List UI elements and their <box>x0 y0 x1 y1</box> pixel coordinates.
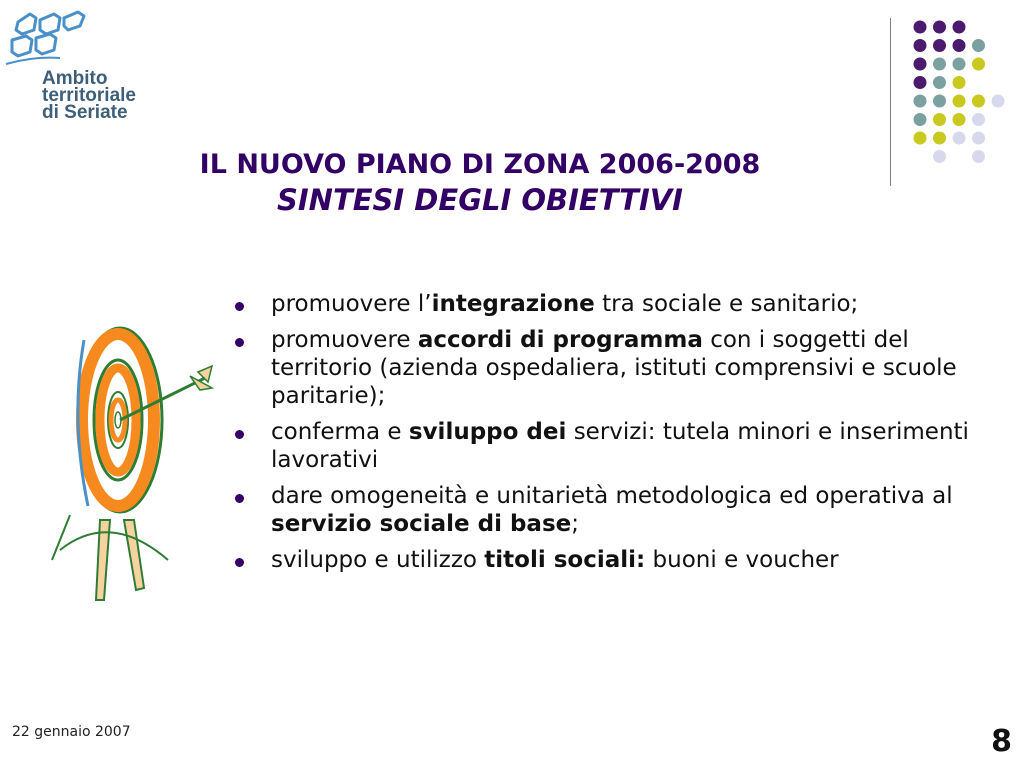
logo-line-3: di Seriate <box>42 102 128 123</box>
list-item <box>232 482 992 538</box>
decorative-dot <box>953 113 966 126</box>
decorative-dot <box>972 58 985 71</box>
decorative-dot <box>953 132 966 145</box>
list-item <box>232 290 992 318</box>
bullet-text: ; <box>571 511 579 537</box>
decorative-dot <box>953 58 966 71</box>
list-item <box>232 546 992 574</box>
bullet-emphasis: accordi di programma <box>417 327 703 353</box>
bullet-text: conferma e <box>271 419 409 445</box>
slide-date: 22 gennaio 2007 <box>12 724 131 740</box>
decorative-dot <box>972 39 985 52</box>
bullet-dot-icon <box>235 430 244 439</box>
bullet-emphasis: titoli sociali: <box>484 547 646 573</box>
bullet-text: promuovere l’ <box>271 291 432 317</box>
bullet-text: con i soggetti del territorio (azienda ospedaliera, istituti comprensivi e scuole paritarie); <box>271 327 957 409</box>
bullet-dot-icon <box>235 494 244 503</box>
title-line-1: IL NUOVO PIANO DI ZONA 2006-2008 <box>199 149 761 180</box>
decorative-dot <box>953 39 966 52</box>
decorative-dot <box>914 58 927 71</box>
bullet-text: tra sociale e sanitario; <box>594 291 859 317</box>
decorative-dot <box>972 150 985 163</box>
decorative-dot <box>914 76 927 89</box>
bullet-text: sviluppo e utilizzo <box>271 547 485 573</box>
decorative-dot <box>914 39 927 52</box>
title-line-2: SINTESI DEGLI OBIETTIVI <box>277 183 683 217</box>
bullet-text: promuovere <box>271 327 418 353</box>
page-number: 8 <box>991 724 1012 759</box>
decorative-dot <box>933 21 946 34</box>
bullet-emphasis: integrazione <box>431 291 595 317</box>
decorative-dot <box>914 132 927 145</box>
decorative-dot <box>933 113 946 126</box>
bullet-dot-icon <box>235 338 244 347</box>
slide-title <box>60 148 900 218</box>
decorative-dot <box>933 76 946 89</box>
bullet-text: buoni e voucher <box>645 547 839 573</box>
decorative-dot <box>933 58 946 71</box>
decorative-dot <box>953 95 966 108</box>
decorative-dot <box>953 76 966 89</box>
bullet-dot-icon <box>235 558 244 567</box>
decorative-dot <box>972 113 985 126</box>
list-item <box>232 326 992 410</box>
logo-line-1: Ambito <box>42 68 108 89</box>
bullet-emphasis: sviluppo dei <box>408 419 567 445</box>
decorative-dot <box>914 113 927 126</box>
decorative-dot <box>972 132 985 145</box>
objectives-list <box>232 290 992 582</box>
bullet-emphasis: servizio sociale di base <box>271 511 572 537</box>
decorative-dot <box>933 150 946 163</box>
list-item <box>232 418 992 474</box>
bullet-text: dare omogeneità e unitarietà metodologica ed operativa al <box>271 483 953 509</box>
bullet-text: servizi: tutela minori e inserimenti lavorativi <box>271 419 969 473</box>
logo-line-2: territoriale <box>42 85 136 106</box>
decorative-dot <box>953 21 966 34</box>
decorative-dot <box>914 21 927 34</box>
decorative-dot <box>933 39 946 52</box>
decorative-dot <box>914 95 927 108</box>
decorative-dot <box>933 132 946 145</box>
target-arrow-icon <box>40 320 230 610</box>
bullet-dot-icon <box>235 302 244 311</box>
decorative-dot <box>933 95 946 108</box>
decorative-dot <box>972 95 985 108</box>
decorative-dot <box>992 95 1005 108</box>
